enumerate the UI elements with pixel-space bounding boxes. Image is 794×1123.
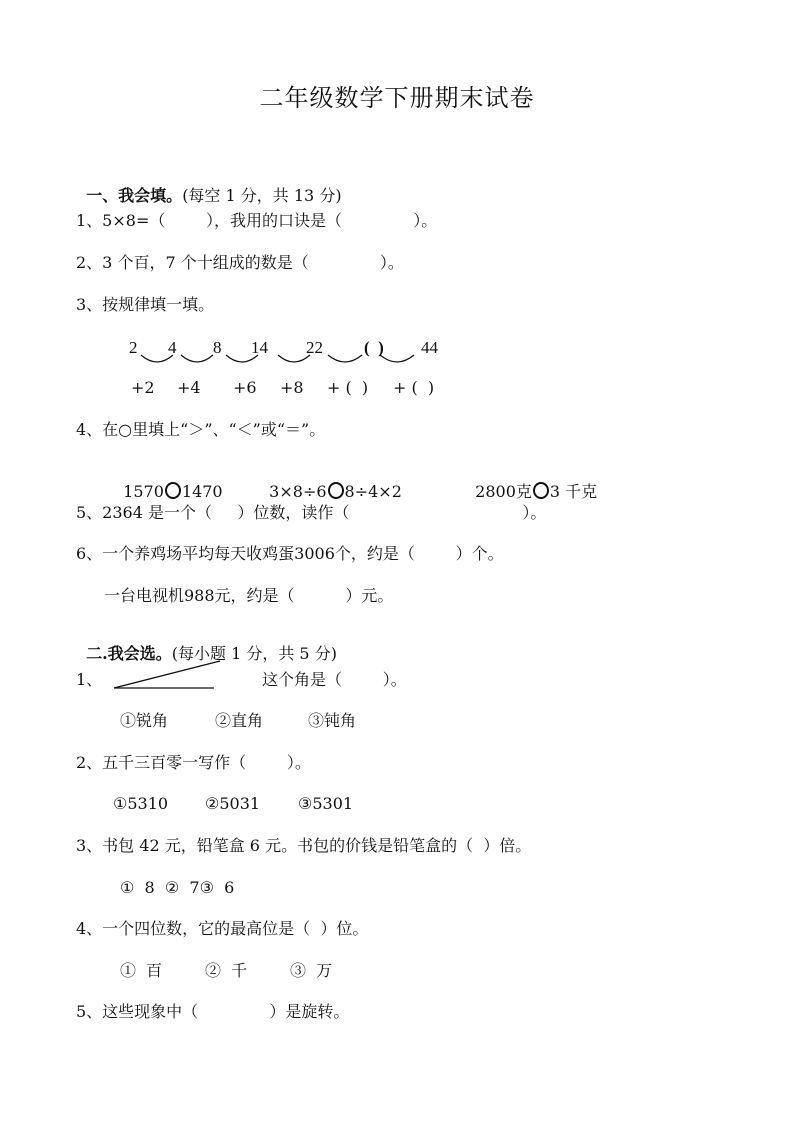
question-1-4: 4、在○里填上“＞”、“＜”或“＝”。 — [76, 420, 326, 439]
pattern-diff-4: +8 — [280, 378, 304, 397]
compare-left: 2800克 — [475, 482, 532, 501]
question-1-2: 2、3 个百，7 个十组成的数是（ ）。 — [76, 253, 404, 272]
option-2-4-b[interactable]: ② 千 — [205, 961, 248, 980]
option-2-1-a[interactable]: ①锐角 — [120, 711, 169, 730]
angle-arm-line — [114, 661, 220, 688]
section-1-heading: 一、我会填。 — [86, 186, 183, 205]
compare-right: 1470 — [181, 482, 223, 501]
option-2-4-c[interactable]: ③ 万 — [290, 961, 333, 980]
compare-right: 8÷4×2 — [344, 482, 402, 501]
compare-left: 1570 — [123, 482, 164, 501]
question-2-1-number: 1、 — [76, 670, 103, 689]
question-2-1-text: 这个角是（ ）。 — [262, 670, 407, 689]
question-1-5: 5、2364 是一个（ ）位数，读作（ ）。 — [76, 503, 547, 522]
option-2-1-b[interactable]: ②直角 — [215, 711, 264, 730]
page-title: 二年级数学下册期末试卷 — [259, 84, 535, 112]
pattern-term-5: 22 — [306, 338, 323, 357]
question-2-3: 3、书包 42 元，铅笔盒 6 元。书包的价钱是铅笔盒的（ ）倍。 — [76, 836, 532, 855]
pattern-term-7: 44 — [421, 338, 438, 357]
option-2-2-a[interactable]: ①5310 — [113, 794, 169, 813]
section-2-note: (每小题 1 分，共 5 分) — [171, 644, 337, 663]
question-1-6b: 一台电视机988元，约是（ ）元。 — [104, 586, 394, 605]
compare-left: 3×8÷6 — [269, 482, 327, 501]
pattern-diff-1: +2 — [131, 378, 155, 397]
question-2-2: 2、五千三百零一写作（ ）。 — [76, 753, 311, 772]
section-1-note: (每空 1 分，共 13 分) — [182, 186, 342, 205]
pattern-diff-6: + ( ) — [393, 378, 435, 397]
options-2-3[interactable]: ① 8 ② 7③ 6 — [120, 878, 235, 897]
option-2-1-c[interactable]: ③钝角 — [308, 711, 357, 730]
pattern-term-2: 4 — [168, 338, 177, 357]
question-1-3: 3、按规律填一填。 — [76, 295, 215, 314]
option-2-2-c[interactable]: ③5301 — [298, 794, 354, 813]
pattern-diff-3: +6 — [233, 378, 257, 397]
pattern-term-4: 14 — [251, 338, 268, 357]
section-2-heading: 二.我会选。 — [86, 644, 172, 663]
pattern-term-blank: ( ) — [364, 338, 384, 357]
question-1-1: 1、5×8=（ ），我用的口诀是（ ）。 — [76, 211, 438, 230]
option-2-2-b[interactable]: ②5031 — [205, 794, 261, 813]
question-2-5: 5、这些现象中（ ）是旋转。 — [76, 1002, 350, 1021]
option-2-4-a[interactable]: ① 百 — [120, 961, 163, 980]
pattern-diff-2: +4 — [177, 378, 201, 397]
compare-right: 3 千克 — [549, 482, 598, 501]
pattern-term-3: 8 — [213, 338, 222, 357]
pattern-term-1: 2 — [129, 338, 138, 357]
question-2-4: 4、一个四位数，它的最高位是（ ）位。 — [76, 919, 369, 938]
pattern-diff-5: + ( ) — [327, 378, 369, 397]
question-1-6a: 6、一个养鸡场平均每天收鸡蛋3006个，约是（ ）个。 — [76, 544, 504, 563]
